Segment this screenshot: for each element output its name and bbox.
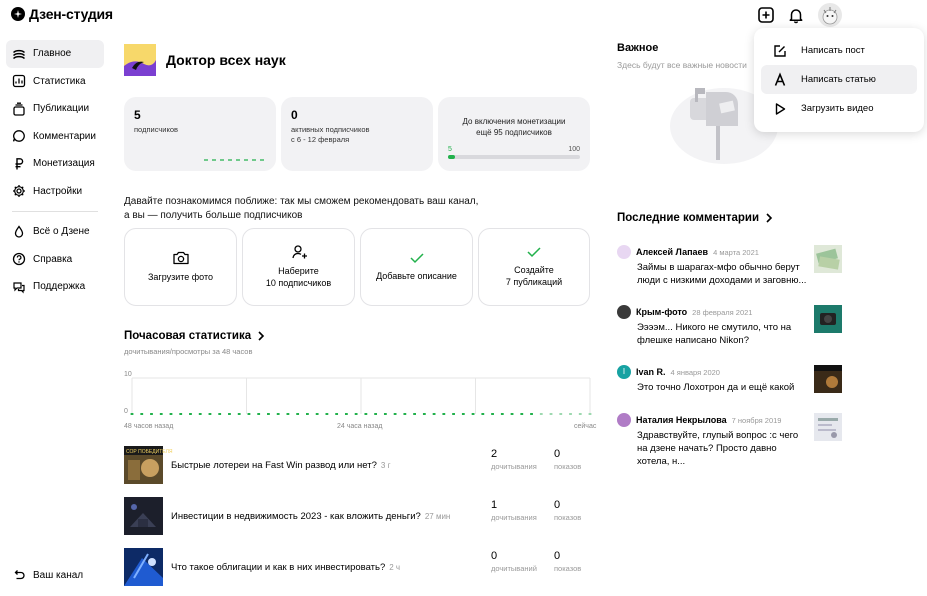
latest-comments-title: Последние комментарии	[617, 212, 760, 224]
task-label-2: 7 публикаций	[505, 277, 563, 287]
chart-point	[257, 413, 260, 415]
y-tick-label: 10	[124, 371, 132, 378]
x-axis-label: 24 часа назад	[337, 423, 383, 430]
help-icon	[12, 252, 26, 266]
sidebar-divider	[12, 211, 98, 212]
your-channel-link[interactable]	[12, 568, 83, 582]
thumbnail-image-icon	[814, 413, 842, 441]
chart-point	[345, 413, 348, 415]
chart-point	[559, 413, 562, 415]
views-metric	[554, 499, 581, 522]
chart-grid	[132, 378, 590, 414]
reads-count: 2	[491, 448, 498, 460]
active-subscribers-period: с 6 - 12 февраля	[291, 134, 350, 144]
chart-point	[569, 413, 572, 415]
comment-item[interactable]	[617, 305, 842, 348]
thumbnail-image-icon	[124, 497, 163, 535]
comment-text: Здравствуйте, глупый вопрос :с чего на дзене начать? Просто давно хотела, н...	[637, 430, 799, 467]
intro-text	[124, 195, 478, 223]
x-axis-label: 48 часов назад	[124, 423, 174, 430]
task-upload-photo[interactable]	[124, 228, 237, 306]
chart-point	[491, 413, 494, 415]
channel-name: Доктор всех наук	[166, 52, 286, 68]
chart-point	[179, 413, 182, 415]
chart-point	[589, 413, 592, 415]
comment-item[interactable]	[617, 245, 842, 288]
reads-count: 1	[491, 499, 498, 511]
reads-count: 0	[491, 550, 498, 562]
chart-point	[238, 413, 241, 415]
chart-point	[452, 413, 455, 415]
chart-point	[325, 413, 328, 415]
sidebar-item-label: Главное	[33, 48, 72, 60]
menu-item-label: Загрузить видео	[801, 103, 874, 114]
subscribers-card[interactable]	[124, 97, 276, 171]
comment-article-thumbnail[interactable]	[814, 365, 842, 393]
chart-point	[277, 413, 280, 415]
subscribers-label: подписчиков	[134, 125, 178, 134]
comment-item[interactable]	[617, 413, 842, 468]
zen-logo-icon	[11, 7, 25, 21]
chart-point	[530, 413, 533, 415]
chart-point	[140, 413, 143, 415]
thumbnail-image-icon	[124, 548, 163, 586]
letter-a-icon	[773, 73, 787, 87]
reads-label: дочитывания	[491, 513, 537, 522]
sidebar-item-label: Монетизация	[33, 158, 95, 170]
intro-line2: а вы — получить больше подписчиков	[124, 210, 303, 221]
chart-point	[296, 413, 299, 415]
create-menu	[754, 28, 924, 132]
publication-thumbnail[interactable]	[124, 497, 163, 535]
chart-point	[579, 413, 582, 415]
avatar-icon	[818, 3, 842, 27]
thumbnail-image-icon	[814, 305, 842, 333]
task-label: Загрузите фото	[147, 272, 214, 283]
publication-title: Что такое облигации и как в них инвестировать?	[171, 561, 386, 573]
chevron-right-icon	[257, 331, 265, 341]
user-plus-icon	[290, 244, 308, 260]
monetization-line1: До включения монетизации	[462, 117, 566, 126]
chart-point	[384, 413, 387, 415]
sidebar-item-label: Публикации	[33, 103, 90, 115]
views-label: показов	[554, 564, 582, 573]
comment-article-thumbnail[interactable]	[814, 305, 842, 333]
commenter-avatar	[617, 413, 631, 427]
publication-row[interactable]	[124, 446, 594, 484]
ruble-icon	[12, 157, 26, 171]
chart-point	[355, 413, 358, 415]
chart-point	[472, 413, 475, 415]
sidebar-item-comments[interactable]	[6, 123, 104, 151]
commenter-avatar	[617, 245, 631, 259]
chart-point	[501, 413, 504, 415]
sidebar-item-publications[interactable]	[6, 95, 104, 123]
comment-item[interactable]	[617, 365, 842, 395]
back-icon	[12, 568, 26, 582]
chart-point	[511, 413, 514, 415]
comment-text: Займы в шарагах-мфо обычно берут люди с низкими доходами и заговню...	[637, 262, 807, 286]
chart-point	[131, 413, 134, 415]
stack-icon	[12, 102, 26, 116]
commenter-avatar: I	[617, 365, 631, 379]
comment-article-thumbnail[interactable]	[814, 245, 842, 273]
sidebar-item-help[interactable]	[6, 246, 104, 274]
sidebar-item-label: Настройки	[33, 185, 83, 197]
reads-metric	[491, 448, 537, 471]
task-create-publications[interactable]	[478, 228, 590, 306]
sidebar-item-support[interactable]	[6, 273, 104, 301]
chart-point	[267, 413, 270, 415]
thumbnail-image-icon	[124, 446, 173, 484]
channel-avatar[interactable]	[124, 44, 156, 76]
publication-row[interactable]	[124, 548, 594, 586]
user-avatar[interactable]	[818, 3, 842, 27]
menu-item-upload-video[interactable]	[761, 94, 917, 123]
comment-text: Это точно Лохотрон да и ещё какой	[637, 382, 795, 393]
chart-point	[228, 413, 231, 415]
chart-point	[160, 413, 163, 415]
chart-point	[335, 413, 338, 415]
sidebar-item-stats[interactable]	[6, 68, 104, 96]
chart-point	[403, 413, 406, 415]
app-logo[interactable]	[11, 6, 113, 22]
sidebar-item-label: Поддержка	[33, 281, 86, 293]
comment-date: 4 марта 2021	[713, 247, 759, 257]
comment-date: 4 января 2020	[670, 367, 720, 377]
monetization-min: 5	[448, 146, 452, 153]
publication-time: 27 мин	[424, 511, 451, 521]
chart-point	[550, 413, 553, 415]
play-icon	[773, 102, 787, 116]
chart-point	[394, 413, 397, 415]
publication-title: Быстрые лотереи на Fast Win развод или нет?	[171, 459, 377, 471]
edit-icon	[773, 44, 787, 58]
channel-logo-icon	[124, 44, 156, 76]
hourly-stats-subtitle: дочитывания/просмотры за 48 часов	[124, 347, 253, 356]
comment-article-thumbnail[interactable]	[814, 413, 842, 441]
publication-thumbnail[interactable]	[124, 548, 163, 586]
check-icon	[408, 251, 426, 265]
layers-icon	[12, 47, 26, 61]
sidebar-item-label: Комментарии	[33, 130, 96, 142]
task-label: Добавьте описание	[376, 271, 457, 282]
chart-point	[170, 413, 173, 415]
reads-label: дочитывания	[491, 462, 537, 471]
chart-point	[248, 413, 251, 415]
publication-title: Инвестиции в недвижимость 2023 - как вложить деньги?	[171, 510, 421, 522]
comment-date: 7 ноября 2019	[731, 415, 782, 425]
create-button[interactable]	[757, 6, 775, 27]
sidebar-item-label: Статистика	[33, 75, 86, 87]
check-icon	[525, 245, 543, 259]
comment-date: 28 февраля 2021	[692, 307, 753, 317]
sidebar-item-monetization[interactable]	[6, 150, 104, 178]
sidebar-item-main[interactable]	[6, 40, 104, 68]
monetization-max: 100	[568, 146, 580, 153]
menu-item-label: Написать пост	[801, 45, 865, 56]
app-title: Дзен-студия	[29, 6, 113, 22]
publication-time: 3 г	[380, 460, 391, 470]
important-title: Важное	[617, 42, 659, 54]
chart-point	[209, 413, 212, 415]
subscribers-count: 5	[134, 108, 141, 122]
commenter-avatar	[617, 305, 631, 319]
chart-point	[374, 413, 377, 415]
camera-icon	[172, 250, 190, 266]
sidebar-item-label: Всё о Дзене	[33, 226, 90, 238]
chart-point	[481, 413, 484, 415]
subscribers-sparkline	[204, 159, 266, 161]
chart-point	[413, 413, 416, 415]
comment-text: Ээээм... Никого не смутило, что на флешке написано Nikon?	[637, 322, 792, 346]
sidebar	[6, 40, 104, 301]
comment-icon	[12, 129, 26, 143]
chart-point	[306, 413, 309, 415]
views-count: 0	[554, 550, 561, 562]
menu-item-write-article[interactable]	[761, 65, 917, 94]
important-subtitle: Здесь будут все важные новости	[617, 60, 747, 70]
thumbnail-image-icon	[814, 245, 842, 273]
menu-item-label: Написать статью	[801, 74, 876, 85]
thumbnail-image-icon	[814, 365, 842, 393]
x-axis-label: сейчас	[574, 423, 597, 430]
latest-comments-link[interactable]	[617, 212, 773, 224]
chart-point	[199, 413, 202, 415]
commenter-name: Ivan R.	[636, 367, 666, 377]
monetization-line2: ещё 95 подписчиков	[476, 127, 552, 137]
monetization-progress-fill	[448, 155, 455, 159]
notifications-button[interactable]	[787, 6, 805, 27]
your-channel-label: Ваш канал	[33, 569, 84, 581]
chevron-right-icon	[765, 213, 773, 223]
views-metric	[554, 550, 581, 573]
commenter-name: Крым-фото	[636, 307, 688, 317]
chart-point	[316, 413, 319, 415]
publication-time: 2 ч	[389, 562, 401, 572]
sidebar-item-settings[interactable]	[6, 178, 104, 206]
monetization-card[interactable]	[438, 97, 590, 171]
chart-icon	[12, 74, 26, 88]
chart-point	[364, 413, 367, 415]
chart-point	[423, 413, 426, 415]
hourly-chart[interactable]	[124, 366, 597, 432]
reads-metric	[491, 550, 537, 573]
menu-item-write-post[interactable]	[761, 36, 917, 65]
active-subscribers-count: 0	[291, 108, 298, 122]
chart-point	[433, 413, 436, 415]
bell-icon	[787, 6, 805, 24]
active-subscribers-label: активных подписчиков	[291, 125, 370, 134]
task-label: Наберите	[278, 266, 319, 277]
views-count: 0	[554, 499, 561, 511]
sidebar-item-label: Справка	[33, 253, 73, 265]
publication-row[interactable]	[124, 497, 594, 535]
thumbnail-text: СОР ПОБЕДИТЕЛЯ	[126, 449, 173, 455]
commenter-name: Наталия Некрылова	[636, 415, 727, 425]
reads-label: дочитываний	[491, 564, 537, 573]
task-label: Создайте	[514, 265, 554, 276]
active-subscribers-card[interactable]	[281, 97, 433, 171]
chart-point	[462, 413, 465, 415]
views-label: показов	[554, 462, 582, 471]
sidebar-item-about-zen[interactable]	[6, 218, 104, 246]
y-tick-label: 0	[124, 408, 128, 415]
zen-icon	[12, 225, 26, 239]
chart-point	[442, 413, 445, 415]
chart-point	[189, 413, 192, 415]
hourly-stats-title: Почасовая статистика	[124, 330, 252, 342]
chart-point	[287, 413, 290, 415]
chart-point	[520, 413, 523, 415]
monetization-progress-bar	[448, 155, 580, 159]
gear-icon	[12, 184, 26, 198]
views-metric	[554, 448, 581, 471]
chat-icon	[12, 280, 26, 294]
reads-metric	[491, 499, 537, 522]
task-gain-subscribers[interactable]	[242, 228, 355, 306]
plus-square-icon	[757, 6, 775, 24]
views-count: 0	[554, 448, 561, 460]
chart-point	[218, 413, 221, 415]
commenter-name: Алексей Лапаев	[636, 247, 709, 257]
chart-point	[540, 413, 543, 415]
chart-point	[150, 413, 153, 415]
task-add-description[interactable]	[360, 228, 473, 306]
intro-line1: Давайте познакомимся поближе: так мы сможем рекомендовать ваш канал,	[124, 196, 479, 207]
hourly-stats-link[interactable]	[124, 330, 265, 342]
publication-thumbnail[interactable]	[124, 446, 173, 484]
views-label: показов	[554, 513, 582, 522]
task-label-2: 10 подписчиков	[265, 278, 332, 288]
